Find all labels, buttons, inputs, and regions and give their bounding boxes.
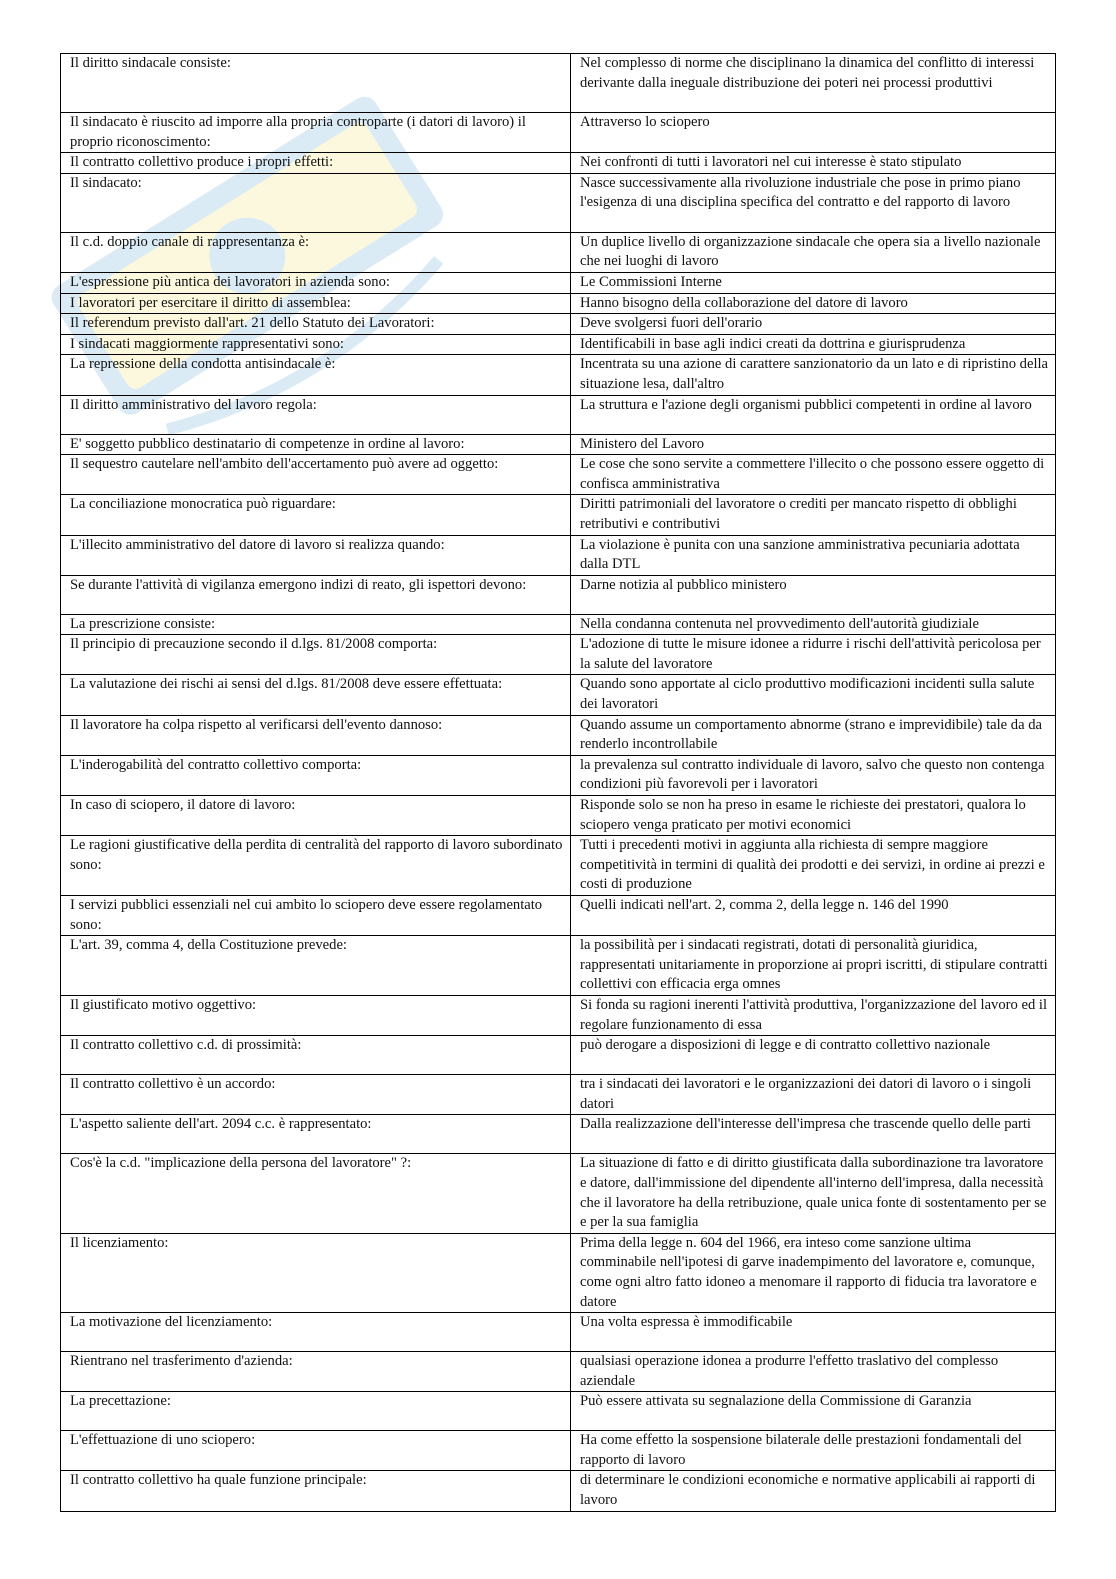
table-row: [61, 1075, 1056, 1115]
table-row: [61, 796, 1056, 836]
table-row: [61, 635, 1056, 675]
table-row: [61, 173, 1056, 232]
question-cell: Il sindacato è riuscito ad imporre alla propria controparte (i datori di lavoro) il proprio riconoscimento:: [61, 113, 571, 153]
question-cell: Le ragioni giustificative della perdita di centralità del rapporto di lavoro subordinato sono:: [61, 836, 571, 896]
table-row: [61, 355, 1056, 395]
table-row: [61, 614, 1056, 635]
table-row: [61, 272, 1056, 293]
answer-cell: Ministero del Lavoro: [571, 434, 1056, 455]
answer-cell: Un duplice livello di organizzazione sindacale che opera sia a livello nazionale che nei luoghi di lavoro: [571, 232, 1056, 272]
answer-cell: Nei confronti di tutti i lavoratori nel cui interesse è stato stipulato: [571, 153, 1056, 174]
question-cell: L'inderogabilità del contratto collettivo comporta:: [61, 755, 571, 795]
table-row: [61, 1431, 1056, 1471]
question-cell: La valutazione dei rischi ai sensi del d.lgs. 81/2008 deve essere effettuata:: [61, 675, 571, 715]
question-cell: Il sequestro cautelare nell'ambito dell'accertamento può avere ad oggetto:: [61, 455, 571, 495]
answer-cell: Nel complesso di norme che disciplinano la dinamica del conflitto di interessi derivante dalla ineguale distribuzione dei poteri nei processi produttivi: [571, 54, 1056, 113]
table-row: [61, 535, 1056, 575]
question-cell: Se durante l'attività di vigilanza emergono indizi di reato, gli ispettori devono:: [61, 575, 571, 614]
answer-cell: Attraverso lo sciopero: [571, 113, 1056, 153]
table-row: [61, 1036, 1056, 1075]
answer-cell: Nasce successivamente alla rivoluzione industriale che pose in primo piano l'esigenza di una disciplina specifica del contratto e del rapporto di lavoro: [571, 173, 1056, 232]
table-row: [61, 232, 1056, 272]
question-cell: Cos'è la c.d. "implicazione della persona del lavoratore" ?:: [61, 1154, 571, 1233]
question-cell: Il contratto collettivo è un accordo:: [61, 1075, 571, 1115]
question-cell: Il giustificato motivo oggettivo:: [61, 995, 571, 1035]
answer-cell: può derogare a disposizioni di legge e di contratto collettivo nazionale: [571, 1036, 1056, 1075]
question-cell: Il contratto collettivo produce i propri effetti:: [61, 153, 571, 174]
table-row: [61, 1392, 1056, 1431]
question-cell: La repressione della condotta antisindacale è:: [61, 355, 571, 395]
question-cell: Rientrano nel trasferimento d'azienda:: [61, 1352, 571, 1392]
answer-cell: Si fonda su ragioni inerenti l'attività produttiva, l'organizzazione del lavoro ed il regolare funzionamento di essa: [571, 995, 1056, 1035]
question-cell: Il referendum previsto dall'art. 21 dello Statuto dei Lavoratori:: [61, 314, 571, 335]
answer-cell: Le Commissioni Interne: [571, 272, 1056, 293]
answer-cell: Risponde solo se non ha preso in esame le richieste dei prestatori, qualora lo sciopero venga praticato per motivi economici: [571, 796, 1056, 836]
answer-cell: Nella condanna contenuta nel provvedimento dell'autorità giudiziale: [571, 614, 1056, 635]
question-cell: In caso di sciopero, il datore di lavoro:: [61, 796, 571, 836]
question-cell: Il c.d. doppio canale di rappresentanza è:: [61, 232, 571, 272]
table-row: [61, 755, 1056, 795]
table-row: [61, 293, 1056, 314]
question-cell: L'art. 39, comma 4, della Costituzione prevede:: [61, 936, 571, 996]
answer-cell: la prevalenza sul contratto individuale di lavoro, salvo che questo non contenga condizioni più favorevoli per i lavoratori: [571, 755, 1056, 795]
answer-cell: Le cose che sono servite a commettere l'illecito o che possono essere oggetto di confisca amministrativa: [571, 455, 1056, 495]
question-cell: L'aspetto saliente dell'art. 2094 c.c. è rappresentato:: [61, 1115, 571, 1154]
table-row: [61, 936, 1056, 996]
question-cell: La conciliazione monocratica può riguardare:: [61, 495, 571, 535]
question-cell: Il principio di precauzione secondo il d.lgs. 81/2008 comporta:: [61, 635, 571, 675]
answer-cell: La situazione di fatto e di diritto giustificata dalla subordinazione tra lavoratore e datore, dall'immissione del dipendente all'interno dell'impresa, dalla necessità che il lavoratore ha della retribuzione, quale unica fonte di sostentamento per se e per la sua famiglia: [571, 1154, 1056, 1233]
table-row: [61, 434, 1056, 455]
question-cell: E' soggetto pubblico destinatario di competenze in ordine al lavoro:: [61, 434, 571, 455]
question-cell: Il contratto collettivo c.d. di prossimità:: [61, 1036, 571, 1075]
question-cell: Il diritto sindacale consiste:: [61, 54, 571, 113]
question-cell: Il contratto collettivo ha quale funzione principale:: [61, 1471, 571, 1511]
answer-cell: Diritti patrimoniali del lavoratore o crediti per mancato rispetto di obblighi retributivi e contributivi: [571, 495, 1056, 535]
table-row: [61, 575, 1056, 614]
question-cell: La prescrizione consiste:: [61, 614, 571, 635]
table-row: [61, 54, 1056, 113]
answer-cell: Dalla realizzazione dell'interesse dell'impresa che trascende quello delle parti: [571, 1115, 1056, 1154]
table-row: [61, 1313, 1056, 1352]
question-cell: L'espressione più antica dei lavoratori in azienda sono:: [61, 272, 571, 293]
answer-cell: Darne notizia al pubblico ministero: [571, 575, 1056, 614]
table-row: [61, 896, 1056, 936]
table-row: [61, 836, 1056, 896]
question-cell: La motivazione del licenziamento:: [61, 1313, 571, 1352]
answer-cell: Quando assume un comportamento abnorme (strano e imprevidibile) tale da da renderlo incontrollabile: [571, 715, 1056, 755]
question-cell: Il sindacato:: [61, 173, 571, 232]
answer-cell: Ha come effetto la sospensione bilaterale delle prestazioni fondamentali del rapporto di lavoro: [571, 1431, 1056, 1471]
question-cell: La precettazione:: [61, 1392, 571, 1431]
question-cell: Il licenziamento:: [61, 1233, 571, 1312]
answer-cell: La struttura e l'azione degli organismi pubblici competenti in ordine al lavoro: [571, 395, 1056, 434]
table-row: [61, 113, 1056, 153]
question-cell: I sindacati maggiormente rappresentativi sono:: [61, 334, 571, 355]
table-row: [61, 334, 1056, 355]
answer-cell: L'adozione di tutte le misure idonee a ridurre i rischi dell'attività pericolosa per la salute del lavoratore: [571, 635, 1056, 675]
question-cell: Il diritto amministrativo del lavoro regola:: [61, 395, 571, 434]
answer-cell: tra i sindacati dei lavoratori e le organizzazioni dei datori di lavoro o i singoli datori: [571, 1075, 1056, 1115]
answer-cell: Hanno bisogno della collaborazione del datore di lavoro: [571, 293, 1056, 314]
qa-table-body: [61, 54, 1056, 1512]
table-row: [61, 495, 1056, 535]
answer-cell: Incentrata su una azione di carattere sanzionatorio da un lato e di ripristino della situazione lesa, dall'altro: [571, 355, 1056, 395]
table-row: [61, 455, 1056, 495]
answer-cell: Prima della legge n. 604 del 1966, era inteso come sanzione ultima comminabile nell'ipotesi di garve inadempimento del lavoratore e, comunque, come ogni altro fatto idoneo a menomare il rapporto di fiducia tra lavoratore e datore: [571, 1233, 1056, 1312]
answer-cell: Una volta espressa è immodificabile: [571, 1313, 1056, 1352]
answer-cell: Tutti i precedenti motivi in aggiunta alla richiesta di sempre maggiore competitività in termini di qualità dei prodotti e dei servizi, in ordine ai prezzi e costi di produzione: [571, 836, 1056, 896]
table-row: [61, 675, 1056, 715]
answer-cell: La violazione è punita con una sanzione amministrativa pecuniaria adottata dalla DTL: [571, 535, 1056, 575]
question-cell: L'illecito amministrativo del datore di lavoro si realizza quando:: [61, 535, 571, 575]
answer-cell: Può essere attivata su segnalazione della Commissione di Garanzia: [571, 1392, 1056, 1431]
table-row: [61, 153, 1056, 174]
qa-table: [60, 53, 1056, 1512]
table-row: [61, 995, 1056, 1035]
question-cell: Il lavoratore ha colpa rispetto al verificarsi dell'evento dannoso:: [61, 715, 571, 755]
answer-cell: qualsiasi operazione idonea a produrre l'effetto traslativo del complesso aziendale: [571, 1352, 1056, 1392]
table-row: [61, 1352, 1056, 1392]
answer-cell: la possibilità per i sindacati registrati, dotati di personalità giuridica, rappresentati unitariamente in proporzione ai propri iscritti, di stipulare contratti collettivi con efficacia erga omnes: [571, 936, 1056, 996]
table-row: [61, 395, 1056, 434]
answer-cell: Deve svolgersi fuori dell'orario: [571, 314, 1056, 335]
question-cell: I servizi pubblici essenziali nel cui ambito lo sciopero deve essere regolamentato sono:: [61, 896, 571, 936]
answer-cell: Identificabili in base agli indici creati da dottrina e giurisprudenza: [571, 334, 1056, 355]
table-row: [61, 1471, 1056, 1511]
question-cell: I lavoratori per esercitare il diritto di assemblea:: [61, 293, 571, 314]
table-row: [61, 1154, 1056, 1233]
table-row: [61, 715, 1056, 755]
table-row: [61, 314, 1056, 335]
question-cell: L'effettuazione di uno sciopero:: [61, 1431, 571, 1471]
answer-cell: Quelli indicati nell'art. 2, comma 2, della legge n. 146 del 1990: [571, 896, 1056, 936]
answer-cell: Quando sono apportate al ciclo produttivo modificazioni incidenti sulla salute dei lavoratori: [571, 675, 1056, 715]
table-row: [61, 1233, 1056, 1312]
answer-cell: di determinare le condizioni economiche e normative applicabili ai rapporti di lavoro: [571, 1471, 1056, 1511]
table-row: [61, 1115, 1056, 1154]
